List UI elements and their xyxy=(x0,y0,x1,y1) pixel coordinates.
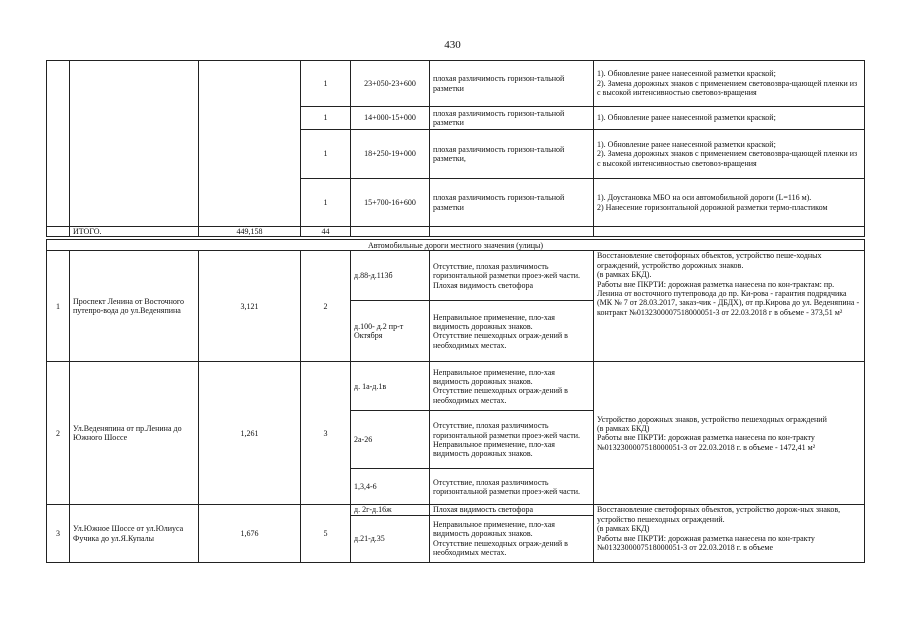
cell-location: д.21-д.35 xyxy=(351,515,430,562)
section-row xyxy=(47,240,865,251)
cell-length: 1,676 xyxy=(199,505,301,562)
cell-location: 1,3,4-6 xyxy=(351,469,430,505)
cell-measures: Устройство дорожных знаков, устройство пешеходных ограждений (в рамках БКД) Работы вне ПКРТИ: дорожная разметка нанесена по кон-тракту №0132300007518000051-3 от 22.03.2018 г. в объеме - 1472,41 м² xyxy=(594,362,865,505)
cell-measures: 1). Обновление ранее нанесенной разметки краской; 2). Замена дорожных знаков с применением световозвра-щающей пленки из с высокой интенсивностью световоз-вращения xyxy=(594,61,865,107)
cell-issue: Отсутствие, плохая различимость горизонтальной разметки проез-жей части. Неправильное применение, пло-хая видимость дорожных знаков. xyxy=(430,411,594,469)
cell-count: 2 xyxy=(301,251,351,362)
table-row xyxy=(47,505,865,515)
cell-no xyxy=(47,61,70,227)
cell-length: 3,121 xyxy=(199,251,301,362)
cell-measures: Восстановление светофорных объектов, устройство дорож-ных знаков, устройство пешеходных ограждений. (в рамках БКД) Работы вне ПКРТИ: дорожная разметка нанесена по кон-тракту №0132300007518000051-3 от 22.03.2018 г. в объеме xyxy=(594,505,865,562)
total-label: ИТОГО. xyxy=(70,227,199,237)
cell-location: д.88-д.113б xyxy=(351,251,430,301)
cell-issue: Неправильное применение, пло-хая видимость дорожных знаков. Отсутствие пешеходных ограж-дений в необходимых местах. xyxy=(430,515,594,562)
total-count: 44 xyxy=(301,227,351,237)
total-row xyxy=(47,227,865,237)
cell-name xyxy=(70,61,199,227)
table-row xyxy=(47,362,865,411)
cell-name: Проспект Ленина от Восточного путепро-вода до ул.Веденяпина xyxy=(70,251,199,362)
cell-measures: Восстановление светофорных объектов, устройство пеше-ходных ограждений, устройство дорожных знаков. (в рамках БКД). Работы вне ПКРТИ: дорожная разметка нанесена по кон-трактам: пр. Ленина от восточного путепровода до пр. Ки-рова - гарантия подрядчика (МК № 7 от 28.03.2017, заказ-чик - ДБДХ), от пр.Кирова до ул. Веденяпина - контракт №0132300007518000051-3 от 22.03.2018 г в объеме - 373,51 м² xyxy=(594,251,865,362)
cell-location: 2а-26 xyxy=(351,411,430,469)
road-defects-table xyxy=(46,60,865,563)
cell-location: д. 2г-д.16ж xyxy=(351,505,430,515)
cell-count: 3 xyxy=(301,362,351,505)
cell-km: 23+050-23+600 xyxy=(351,61,430,107)
cell-issue: плохая различимость горизон-тальной разметки xyxy=(430,179,594,227)
cell-count: 1 xyxy=(301,107,351,130)
cell-length: 1,261 xyxy=(199,362,301,505)
table-row xyxy=(47,61,865,107)
cell-location: д.100- д.2 пр-т Октября xyxy=(351,301,430,362)
cell-name: Ул.Веденяпина от пр.Ленина до Южного Шоссе xyxy=(70,362,199,505)
cell-km: 18+250-19+000 xyxy=(351,130,430,179)
cell-issue: Плохая видимость светофора xyxy=(430,505,594,515)
cell-location: д. 1а-д.1в xyxy=(351,362,430,411)
cell-issue: Отсутствие, плохая различимость горизонтальной разметки проез-жей части. xyxy=(430,469,594,505)
cell-count: 5 xyxy=(301,505,351,562)
table-row xyxy=(47,251,865,301)
cell-no: 3 xyxy=(47,505,70,562)
cell-no: 1 xyxy=(47,251,70,362)
cell-issue: Неправильное применение, пло-хая видимость дорожных знаков. Отсутствие пешеходных ограж-дений в необходимых местах. xyxy=(430,301,594,362)
cell-measures: 1). Обновление ранее нанесенной разметки краской; xyxy=(594,107,865,130)
cell-name: Ул.Южное Шоссе от ул.Юлиуса Фучика до ул.Я.Купалы xyxy=(70,505,199,562)
cell-no: 2 xyxy=(47,362,70,505)
cell-issue: плохая различимость горизон-тальной разметки xyxy=(430,61,594,107)
cell-issue: Отсутствие, плохая различимость горизонтальной разметки проез-жей части. Плохая видимость светофора xyxy=(430,251,594,301)
cell-km: 14+000-15+000 xyxy=(351,107,430,130)
cell-km: 15+700-16+600 xyxy=(351,179,430,227)
cell-count: 1 xyxy=(301,61,351,107)
cell-count: 1 xyxy=(301,130,351,179)
section-title: Автомобильные дороги местного значения (улицы) xyxy=(47,240,865,251)
cell-length xyxy=(199,61,301,227)
cell-measures: 1). Обновление ранее нанесенной разметки краской; 2). Замена дорожных знаков с применением световозвра-щающей пленки из с высокой интенсивностью световоз-вращения xyxy=(594,130,865,179)
cell-issue: плохая различимость горизон-тальной разметки, xyxy=(430,130,594,179)
page-number: 430 xyxy=(444,39,461,51)
cell-measures: 1). Доустановка МБО на оси автомобильной дороги (L=116 м). 2) Нанесение горизонтальной дорожной разметки термо-пластиком xyxy=(594,179,865,227)
cell-issue: Неправильное применение, пло-хая видимость дорожных знаков. Отсутствие пешеходных ограж-дений в необходимых местах. xyxy=(430,362,594,411)
cell-issue: плохая различимость горизон-тальной разметки xyxy=(430,107,594,130)
cell-count: 1 xyxy=(301,179,351,227)
total-length: 449,158 xyxy=(199,227,301,237)
